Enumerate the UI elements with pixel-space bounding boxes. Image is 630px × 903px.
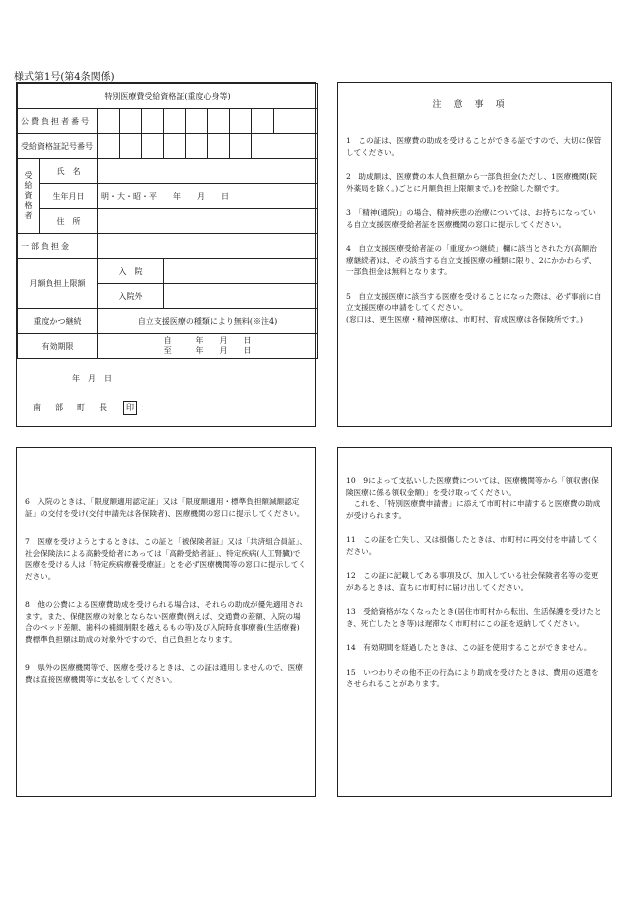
name-label: 氏 名 xyxy=(40,159,98,184)
copay-label: 一部負担金 xyxy=(18,234,98,259)
outpatient-label: 入院外 xyxy=(98,284,164,309)
note-item: 3 「精神(通院)」の場合、精神疾患の治療については、お持ちになっている自立支援医療受給者証を医療機関の窓口に提示してください。 xyxy=(346,208,596,229)
payer-digit xyxy=(142,109,164,134)
payer-digit xyxy=(98,109,120,134)
certificate-table xyxy=(17,83,318,359)
note-item: 15 いつわりその他不正の行為により助成を受けたときは、費用の返還をさせられることがあります。 xyxy=(346,667,599,688)
issuer-name: 南部町長 xyxy=(33,403,121,412)
note-item: 7 医療を受けようとするときは、この証と「被保険者証」又は「共済組合員証」、社会保険法による高齢受給者にあっては「高齢受給者証」、特定疾病(人工腎臓)で医療を受ける人は「特定疾病療養受療証」とを必ず医療機関等の窓口に提示してください。 xyxy=(25,537,307,581)
payer-digit xyxy=(186,109,208,134)
issuer-line xyxy=(33,401,331,415)
note-item: 14 有効期間を経過したときは、この証を使用することができません。 xyxy=(346,643,592,652)
note-subtext: これを、「特別医療費申請書」に添えて市町村に申請すると医療費の助成が受けられます。 xyxy=(346,499,601,520)
note-item xyxy=(338,475,611,521)
note-item: 6 入院のときは、「限度額適用認定証」又は「限度額適用・標準負担額減額認定証」の交付を受け(交付申請先は各保険者)、医療機関の窓口に提示してください。 xyxy=(25,497,305,518)
validity-from: 自 年 月 日 xyxy=(163,336,252,345)
note-item: 1 この証は、医療費の助成を受けることができる証ですので、大切に保管してください。 xyxy=(346,136,602,157)
outpatient-value xyxy=(164,284,318,309)
note-item: 11 この証を亡失し、又は損傷したときは、市町村に再交付を申請してください。 xyxy=(346,535,599,556)
recipient-digit xyxy=(208,134,230,159)
recipient-digit xyxy=(230,134,252,159)
notes-title: 注意事項 xyxy=(432,100,517,110)
recipient-digit xyxy=(164,134,186,159)
payer-digit xyxy=(208,109,230,134)
issue-date: 年 月 日 xyxy=(72,374,112,383)
severe-continuing-label: 重度かつ継続 xyxy=(18,309,98,334)
recipient-digit xyxy=(142,134,164,159)
note-item xyxy=(338,291,611,326)
validity-value xyxy=(98,334,318,359)
note-text: 5 自立支援医療に該当する医療を受けることになった際は、必ず事前に自立支援医療の申請をしてください。 xyxy=(346,291,602,312)
recipient-digit xyxy=(120,134,142,159)
birthdate-value: 明・大・昭・平 年 月 日 xyxy=(98,184,318,209)
birthdate-label: 生年月日 xyxy=(40,184,98,209)
notes-panel-2 xyxy=(16,447,316,797)
seal-stamp: 印 xyxy=(123,401,137,415)
recipient-blank xyxy=(252,134,318,159)
payer-digit xyxy=(230,109,252,134)
severe-continuing-value: 自立支援医療の種類により無料(※注4) xyxy=(98,309,318,334)
payer-number-label: 公費負担者番号 xyxy=(18,109,98,134)
payer-digit xyxy=(252,109,274,134)
payer-digit xyxy=(120,109,142,134)
copay-value xyxy=(98,234,318,259)
note-text: 10 9によって支払いした医療費については、医療機関等から「領収書(保険医療に係る領収金額)」を受け取ってください。 xyxy=(346,476,599,497)
payer-digit xyxy=(164,109,186,134)
monthly-limit-label: 月額負担上限額 xyxy=(18,259,98,309)
note-item: 9 県外の医療機関等で、医療を受けるときは、この証は通用しませんので、医療費は直接医療機関等に支払をしてください。 xyxy=(25,663,303,684)
inpatient-value xyxy=(164,259,318,284)
note-item: 13 受給資格がなくなったとき(居住市町村から転出、生活保護を受けたとき、死亡したとき等)は遅滞なく市町村にこの証を返納してください。 xyxy=(346,607,602,628)
note-item: 8 他の公費による医療費助成を受けられる場合は、それらの助成が優先適用されます。また、保健医療の対象とならない医療費(例えば、交通費の差額、入院の場合のベッド差額、歯科の補綴制限を越えるもの等)及び入院時食事療養(生活療養)費標準負担額は助成の対象外ですので、自己負担となります。 xyxy=(25,600,304,644)
certificate-title: 特別医療費受給資格証(重度心身等) xyxy=(18,84,318,109)
note-subtext: (窓口は、更生医療・精神医療は、市町村、育成医療は各保険所です。) xyxy=(346,314,583,324)
address-value xyxy=(98,209,318,234)
validity-to: 至 年 月 日 xyxy=(163,346,252,355)
note-item: 4 自立支援医療受給者証の「重度かつ継続」欄に該当とされた方(高額治療継続者)は、その該当する自立支援医療の種類に限り、2にかかわらず、一部負担金は無料となります。 xyxy=(346,244,597,276)
payer-blank xyxy=(274,109,318,134)
recipient-digit xyxy=(98,134,120,159)
form-label: 様式第1号(第4条関係) xyxy=(14,72,115,83)
note-item: 2 助成額は、医療費の本人負担額から一部負担金(ただし、1医療機関(院外薬局を除く。)ごとに月額負担上限額まで。)を控除した額です。 xyxy=(346,172,597,193)
notes-panel-3 xyxy=(337,447,612,797)
recipient-group-label: 受給資格者 xyxy=(18,159,40,234)
note-item: 12 この証に記載してある事項及び、加入している社会保険者名等の変更があるときは、直ちに市町村に届け出してください。 xyxy=(346,571,599,592)
address-label: 住 所 xyxy=(40,209,98,234)
recipient-digit xyxy=(186,134,208,159)
inpatient-label: 入 院 xyxy=(98,259,164,284)
name-value xyxy=(98,159,318,184)
notes-panel-1 xyxy=(337,82,612,427)
recipient-number-label: 受給資格証記号番号 xyxy=(18,134,98,159)
certificate-panel xyxy=(16,82,316,427)
validity-label: 有効期限 xyxy=(18,334,98,359)
